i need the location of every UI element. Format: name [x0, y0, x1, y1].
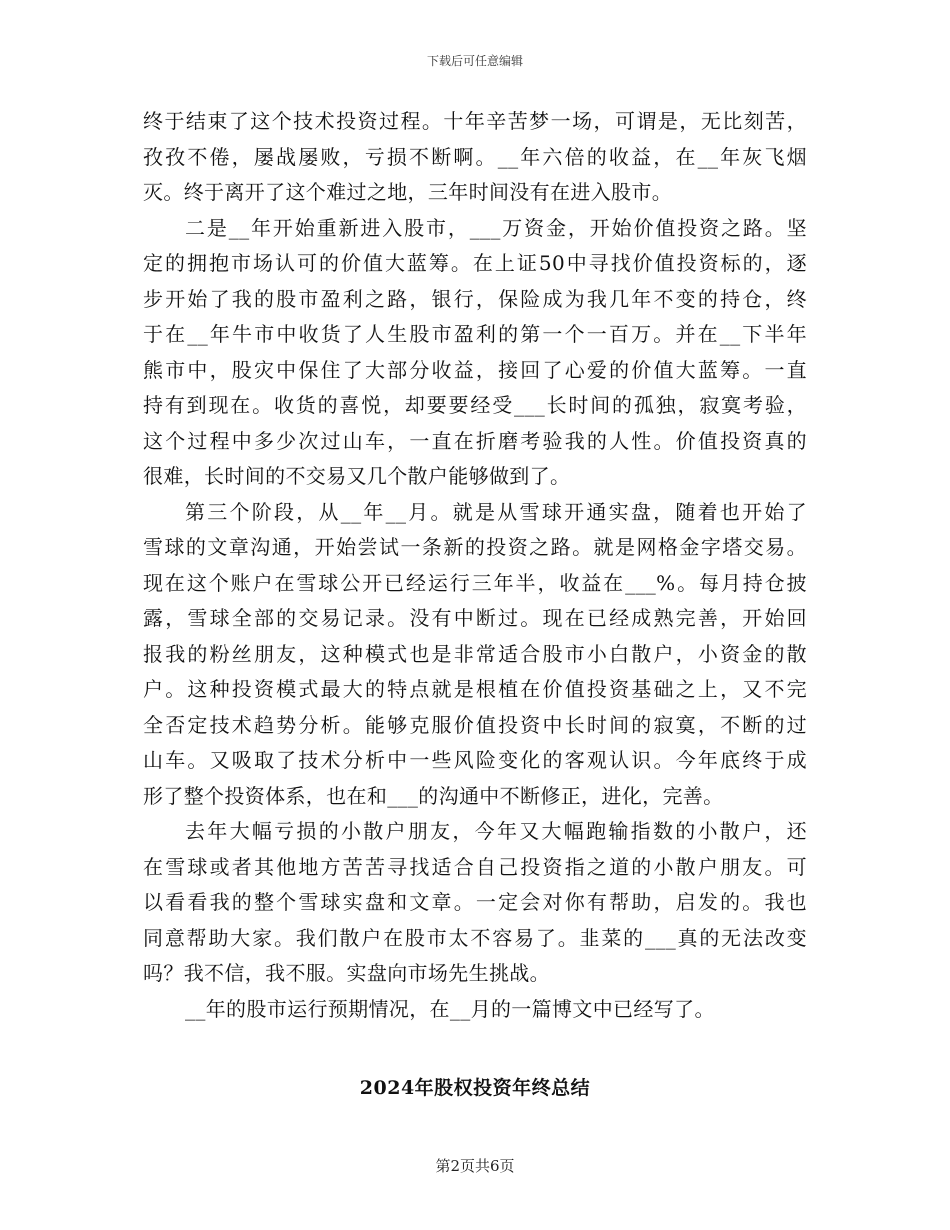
body-text	[143, 104, 807, 1027]
text-line: 户。这种投资模式最大的特点就是根植在价值投资基础之上，又不完	[143, 677, 807, 701]
text-line: 步开始了我的股市盈利之路，银行，保险成为我几年不变的持仓，终	[143, 286, 807, 311]
text-line: 很难，长时间的不交易又几个散户能够做到了。	[143, 464, 571, 488]
paragraph-start-line: 第三个阶段，从__年__月。就是从雪球开通实盘，随着也开始了	[185, 499, 807, 524]
text-line: 灭。终于离开了这个难过之地，三年时间没有在进入股市。	[143, 180, 673, 204]
paragraph-start-line: __年的股市运行预期情况，在__月的一篇博文中已经写了。	[185, 996, 715, 1021]
section-title: 2024年股权投资年终总结	[359, 1077, 591, 1099]
text-line: 同意帮助大家。我们散户在股市太不容易了。韭菜的___真的无法改变	[143, 925, 807, 950]
text-line: 定的拥抱市场认可的价值大蓝筹。在上证50中寻找价值投资标的，逐	[143, 251, 807, 275]
text-line: 形了整个投资体系，也在和___的沟通中不断修正，进化，完善。	[143, 783, 724, 808]
text-line: 报我的粉丝朋友，这种模式也是非常适合股市小白散户，小资金的散	[143, 641, 807, 666]
text-line: 露，雪球全部的交易记录。没有中断过。现在已经成熟完善，开始回	[143, 606, 807, 630]
text-line: 雪球的文章沟通，开始尝试一条新的投资之路。就是网格金字塔交易。	[143, 535, 807, 559]
text-line: 终于结束了这个技术投资过程。十年辛苦梦一场，可谓是，无比刻苦，	[143, 109, 807, 133]
paragraph-start-line: 去年大幅亏损的小散户朋友，今年又大幅跑输指数的小散户，还	[185, 819, 807, 843]
text-line: 吗？我不信，我不服。实盘向市场先生挑战。	[143, 961, 550, 985]
text-line: 这个过程中多少次过山车，一直在折磨考验我的人性。价值投资真的	[143, 428, 807, 453]
text-line: 持有到现在。收货的喜悦，却要要经受___长时间的孤独，寂寞考验，	[143, 393, 807, 417]
text-line: 熊市中，股灾中保住了大部分收益，接回了心爱的价值大蓝筹。一直	[143, 357, 807, 382]
text-line: 孜孜不倦，屡战屡败，亏损不断啊。__年六倍的收益，在__年灰飞烟	[143, 144, 807, 169]
page-number-footer: 第2页共6页	[435, 1157, 515, 1175]
page-header-note: 下载后可任意编辑	[426, 54, 523, 68]
text-line: 现在这个账户在雪球公开已经运行三年半，收益在___%。每月持仓披	[143, 570, 807, 595]
text-line: 以看看我的整个雪球实盘和文章。一定会对你有帮助，启发的。我也	[143, 890, 807, 914]
paragraph-start-line: 二是__年开始重新进入股市，___万资金，开始价值投资之路。坚	[185, 215, 807, 240]
text-line: 在雪球或者其他地方苦苦寻找适合自己投资指之道的小散户朋友。可	[143, 854, 807, 879]
text-line: 全否定技术趋势分析。能够克服价值投资中长时间的寂寞，不断的过	[143, 712, 807, 737]
text-line: 于在__年牛市中收货了人生股市盈利的第一个一百万。并在__下半年	[143, 322, 807, 346]
text-line: 山车。又吸取了技术分析中一些风险变化的客观认识。今年底终于成	[143, 748, 807, 772]
